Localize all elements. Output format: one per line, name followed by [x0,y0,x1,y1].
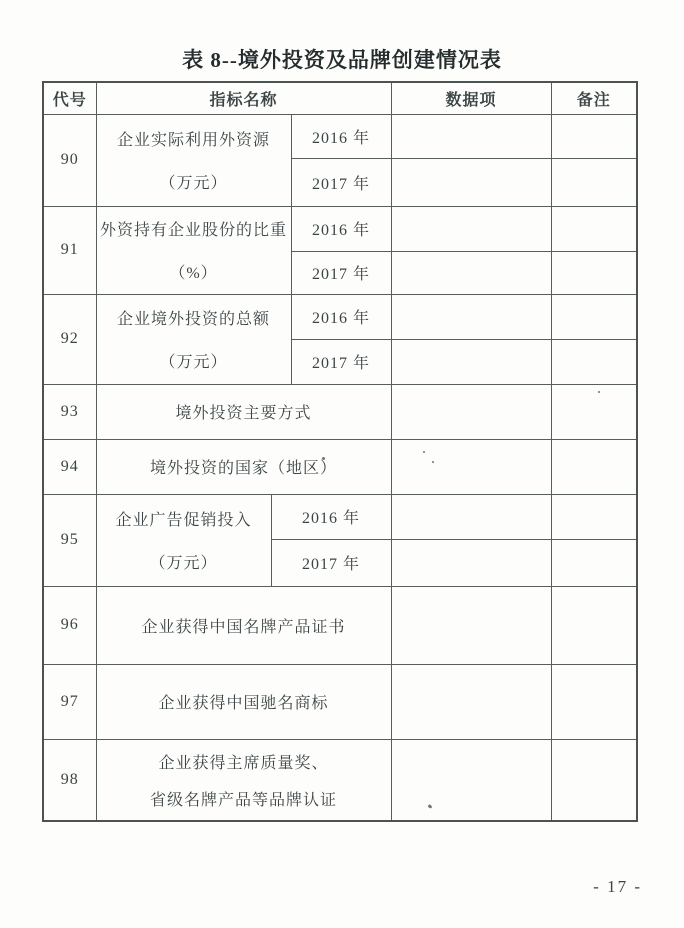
remark-cell [551,739,637,821]
data-item-cell [391,114,551,158]
year-cell: 2016 年 [291,294,391,339]
indicator-cell [96,739,391,821]
table-row [43,294,637,339]
indicator-line-1: 外资持有企业股份的比重 [99,222,287,239]
header-code: 代号 [43,82,96,114]
code-cell: 90 [43,114,96,206]
remark-cell [551,294,637,339]
indicator-line-2: （万元） [149,555,218,572]
indicator-cell [96,294,291,384]
indicator-cell: 企业获得中国驰名商标 [96,664,391,739]
indicator-cell [96,114,291,206]
remark-cell [551,206,637,251]
year-cell: 2017 年 [291,158,391,206]
year-cell: 2017 年 [291,251,391,294]
scan-speck [322,457,325,460]
remark-cell [551,251,637,294]
code-cell: 96 [43,586,96,664]
table-row [43,206,637,251]
overseas-investment-table [42,81,638,822]
data-item-cell [391,586,551,664]
header-data-item: 数据项 [391,82,551,114]
code-cell: 91 [43,206,96,294]
table-row [43,494,637,539]
data-item-cell [391,206,551,251]
data-item-cell [391,664,551,739]
table-row [43,586,637,664]
scan-speck [432,461,434,463]
remark-cell [551,114,637,158]
year-cell: 2017 年 [271,539,391,586]
table-title: 表 8--境外投资及品牌创建情况表 [182,48,502,72]
header-remark: 备注 [551,82,637,114]
table-row [43,739,637,821]
remark-cell [551,494,637,539]
indicator-line-2: （%） [169,265,218,282]
header-row [43,82,637,114]
data-item-cell [391,539,551,586]
scan-speck [423,451,425,453]
year-cell: 2016 年 [291,206,391,251]
indicator-cell [96,494,271,586]
data-item-cell [391,339,551,384]
table-row [43,439,637,494]
year-cell: 2017 年 [291,339,391,384]
code-cell: 93 [43,384,96,439]
header-indicator: 指标名称 [96,82,391,114]
remark-cell [551,158,637,206]
code-cell: 95 [43,494,96,586]
page-number: - 17 - [593,877,642,896]
code-cell: 92 [43,294,96,384]
indicator-line-2: （万元） [159,175,228,192]
table-row [43,114,637,158]
remark-cell [551,339,637,384]
data-item-cell [391,739,551,821]
year-cell: 2016 年 [271,494,391,539]
indicator-line-1: 企业广告促销投入 [115,512,252,529]
table-row [43,384,637,439]
remark-cell [551,664,637,739]
scan-speck [598,391,600,393]
code-cell: 94 [43,439,96,494]
year-cell: 2016 年 [291,114,391,158]
indicator-cell: 境外投资主要方式 [96,384,391,439]
indicator-cell: 企业获得中国名牌产品证书 [96,586,391,664]
data-item-cell [391,158,551,206]
data-item-cell [391,294,551,339]
data-item-cell [391,494,551,539]
data-item-cell [391,384,551,439]
code-cell: 98 [43,739,96,821]
remark-cell [551,384,637,439]
data-item-cell [391,439,551,494]
indicator-cell: 境外投资的国家（地区） [96,439,391,494]
indicator-line-2: 省级名牌产品等品牌认证 [150,791,338,809]
indicator-line-2: （万元） [159,354,228,371]
indicator-line-1: 企业实际利用外资源 [116,132,270,149]
table-row [43,664,637,739]
indicator-line-1: 企业获得主席质量奖、 [158,754,329,772]
remark-cell [551,439,637,494]
indicator-line-1: 企业境外投资的总额 [116,311,270,328]
data-item-cell [391,251,551,294]
code-cell: 97 [43,664,96,739]
remark-cell [551,586,637,664]
indicator-cell [96,206,291,294]
remark-cell [551,539,637,586]
